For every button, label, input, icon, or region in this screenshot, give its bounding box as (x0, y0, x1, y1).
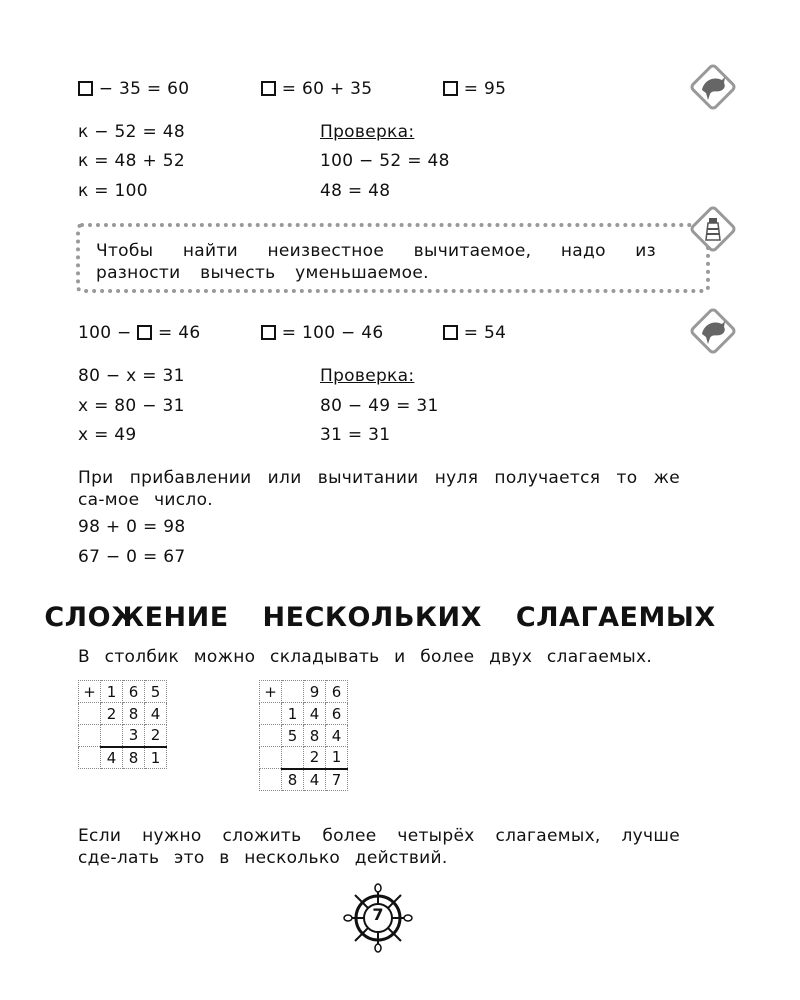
result-row: 8 4 7 (260, 769, 348, 791)
section-outro: Если нужно сложить более четырёх слагаемых, лучше сде-лать это в несколько действий. (78, 826, 680, 868)
step-line: к = 48 + 52 (78, 151, 185, 171)
blank-box (443, 81, 458, 96)
check-line: 48 = 48 (320, 181, 391, 201)
check-line: 80 − 49 = 31 (320, 396, 439, 416)
equation-1c: = 95 (443, 79, 506, 99)
section-title: СЛОЖЕНИЕ НЕСКОЛЬКИХ СЛАГАЕМЫХ (44, 602, 716, 633)
equation-1b: = 60 + 35 (261, 79, 372, 99)
equation-2a: 100 − = 46 (78, 323, 201, 343)
check-label: Проверка: (320, 122, 415, 142)
example-line: 98 + 0 = 98 (78, 517, 186, 537)
step-line: 80 − х = 31 (78, 366, 185, 386)
plus-sign: + (79, 681, 101, 703)
equation-2b: = 100 − 46 (261, 323, 384, 343)
equation-1a: − 35 = 60 (78, 79, 189, 99)
equation-2c: = 54 (443, 323, 506, 343)
rule-text: Чтобы найти неизвестное вычитаемое, надо из разности вычесть уменьшаемое. (96, 241, 656, 283)
check-line: 31 = 31 (320, 425, 391, 445)
dolphin-icon (686, 304, 740, 362)
step-line: к − 52 = 48 (78, 122, 185, 142)
result-row: 4 8 1 (79, 747, 167, 769)
plus-sign: + (260, 681, 282, 703)
column-addition-2: + 9 6 1 4 6 5 8 4 2 1 8 4 7 (259, 680, 348, 791)
step-line: х = 49 (78, 425, 137, 445)
check-label: Проверка: (320, 366, 415, 386)
check-line: 100 − 52 = 48 (320, 151, 450, 171)
blank-box (78, 81, 93, 96)
dolphin-icon (686, 60, 740, 118)
column-addition-1: + 1 6 5 2 8 4 3 2 4 8 1 (78, 680, 167, 769)
zero-rule-text: При прибавлении или вычитании нуля получается то же са-мое число. (78, 468, 680, 510)
page-number: 7 (372, 905, 384, 924)
section-intro: В столбик можно складывать и более двух слагаемых. (78, 647, 653, 667)
blank-box (261, 81, 276, 96)
example-line: 67 − 0 = 67 (78, 547, 186, 567)
blank-box (261, 325, 276, 340)
step-line: к = 100 (78, 181, 148, 201)
blank-box (443, 325, 458, 340)
step-line: х = 80 − 31 (78, 396, 185, 416)
lighthouse-icon (686, 202, 740, 260)
blank-box (137, 325, 152, 340)
